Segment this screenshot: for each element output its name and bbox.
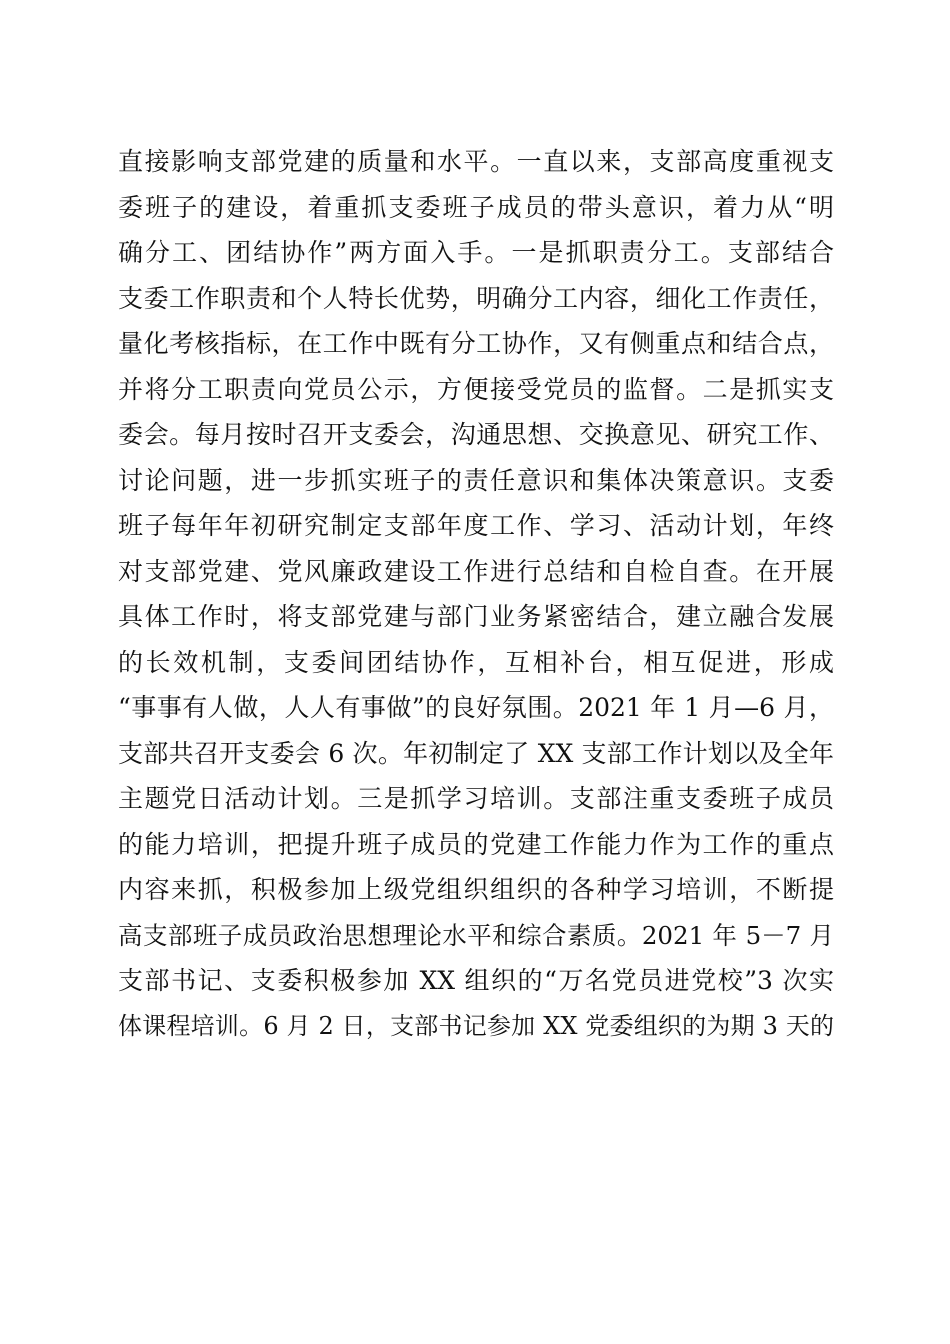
text-line: 对支部党建、党风廉政建设工作进行总结和自检自查。在开展 — [118, 556, 834, 586]
text-line: 量化考核指标，在工作中既有分工协作，又有侧重点和结合点， — [118, 329, 834, 358]
text-line: 的长效机制，支委间团结协作，互相补台，相互促进，形成 — [118, 647, 834, 677]
text-line: 委会。每月按时召开支委会，沟通思想、交换意见、研究工作、 — [118, 420, 834, 449]
text-line: 并将分工职责向党员公示，方便接受党员的监督。二是抓实支 — [118, 374, 834, 404]
text-line: “事事有人做，人人有事做”的良好氛围。2021 年 1 月—6 月， — [118, 693, 834, 722]
body-text — [118, 139, 834, 1049]
text-line: 支部书记、支委积极参加 XX 组织的“万名党员进党校”3 次实 — [118, 966, 834, 995]
text-line: 的能力培训，把提升班子成员的党建工作能力作为工作的重点 — [118, 829, 834, 859]
text-line: 高支部班子成员政治思想理论水平和综合素质。2021 年 5－7 月 — [118, 920, 834, 950]
text-line: 直接影响支部党建的质量和水平。一直以来，支部高度重视支 — [118, 147, 834, 176]
text-line: 支部共召开支委会 6 次。年初制定了 XX 支部工作计划以及全年 — [118, 738, 834, 768]
text-line: 内容来抓，积极参加上级党组织组织的各种学习培训，不断提 — [118, 875, 834, 904]
text-line: 具体工作时，将支部党建与部门业务紧密结合，建立融合发展 — [118, 602, 834, 631]
text-line: 支委工作职责和个人特长优势，明确分工内容，细化工作责任， — [118, 283, 834, 313]
text-line: 确分工、团结协作”两方面入手。一是抓职责分工。支部结合 — [118, 238, 834, 267]
text-line: 讨论问题，进一步抓实班子的责任意识和集体决策意识。支委 — [118, 465, 834, 495]
text-line: 委班子的建设，着重抓支委班子成员的带头意识，着力从“明 — [118, 192, 834, 222]
text-line: 班子每年年初研究制定支部年度工作、学习、活动计划，年终 — [118, 511, 834, 540]
text-line: 主题党日活动计划。三是抓学习培训。支部注重支委班子成员 — [118, 784, 834, 813]
text-line: 体课程培训。6 月 2 日，支部书记参加 XX 党委组织的为期 3 天的 — [118, 1011, 834, 1040]
